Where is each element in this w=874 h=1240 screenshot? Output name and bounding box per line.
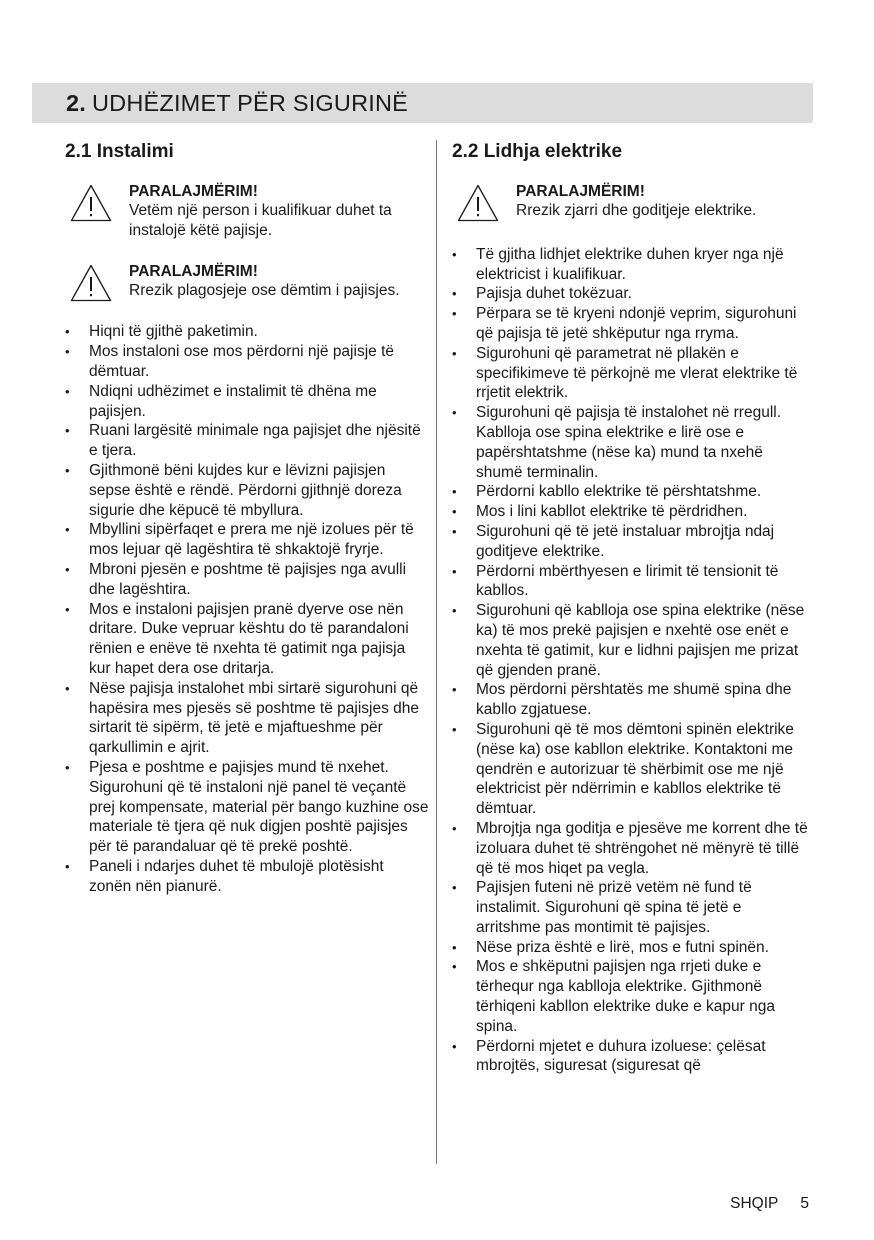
bullet-icon: • <box>452 1038 457 1054</box>
warning-box <box>452 182 810 221</box>
list-item-text: Të gjitha lidhjet elektrike duhen kryer nga një elektricist i kualifikuar. <box>476 245 784 283</box>
list-item-text: Pajisjen futeni në prizë vetëm në fund të instalimit. Sigurohuni që spina të jetë e arritshme pas montimit të pajisjes. <box>476 879 752 936</box>
list-item-text: Pajisja duhet tokëzuar. <box>476 285 632 303</box>
bullet-icon: • <box>452 345 457 361</box>
bullet-icon: • <box>452 286 457 302</box>
warning-title: PARALAJMËRIM! <box>516 183 645 200</box>
bullet-icon: • <box>65 680 70 696</box>
list-item-text: Përpara se të kryeni ndonjë veprim, sigurohuni që pajisja të jetë shkëputur nga rryma. <box>476 305 797 342</box>
list-item-text: Nëse pajisja instalohet mbi sirtarë sigurohuni që hapësira mes pjesës së poshtme të pajisjes dhe sirtarit të sipërm, të jetë e mjaftueshme për qarkullimin e ajrit. <box>89 679 419 757</box>
column-divider <box>436 140 437 1164</box>
list-item-text: Mbroni pjesën e poshtme të pajisjes nga avulli dhe lagështira. <box>89 560 407 598</box>
list-item-text: Mos përdorni përshtatës me shumë spina dhe kabllo zgjatuese. <box>476 681 792 719</box>
list-item-text: Mos i lini kabllot elektrike të përdridhen. <box>476 503 748 521</box>
warning-triangle-icon <box>457 184 499 222</box>
subsection-title-electrical: 2.2 Lidhja elektrike <box>452 141 623 162</box>
list-item <box>65 322 430 342</box>
list-item <box>452 680 810 720</box>
list-item <box>452 1037 810 1077</box>
list-item <box>65 600 430 679</box>
electrical-bullet-list <box>452 245 810 1076</box>
list-item <box>452 562 810 602</box>
list-item-text: Ndiqni udhëzimet e instalimit të dhëna me pajisjen. <box>89 382 377 420</box>
list-item-text: Gjithmonë bëni kujdes kur e lëvizni pajisjen sepse është e rëndë. Përdorni gjithnjë doreza sigurie dhe këpucë të mbyllura. <box>89 461 402 519</box>
list-item-text: Mbrojtja nga goditja e pjesëve me korrent dhe të izoluara duhet të shtrëngohet në mënyrë të tillë që të mos hiqet pa vegla. <box>476 819 808 877</box>
list-item <box>452 720 810 819</box>
warning-text: Vetëm një person i kualifikuar duhet ta instalojë këtë pajisje. <box>129 202 392 239</box>
warning-triangle-icon <box>70 264 112 302</box>
bullet-icon: • <box>452 721 457 737</box>
bullet-icon: • <box>452 484 457 500</box>
list-item <box>65 421 430 461</box>
page-number: 5 <box>800 1195 809 1212</box>
list-item <box>452 878 810 937</box>
list-item <box>65 382 430 422</box>
list-item <box>65 560 430 600</box>
bullet-icon: • <box>452 563 457 579</box>
bullet-icon: • <box>452 880 457 896</box>
installation-bullet-list <box>65 322 430 896</box>
list-item-text: Pjesa e poshtme e pajisjes mund të nxehet. Sigurohuni që të instaloni një panel të veçantë prej kompensate, material për bango kuzhine ose materiale të tjera që nuk digjen poshtë pajisjes për të parandaluar që të prekë poshtë. <box>89 758 429 856</box>
list-item-text: Sigurohuni që të jetë instaluar mbrojtja ndaj goditjeve elektrike. <box>476 522 775 560</box>
page-footer <box>730 1195 809 1213</box>
list-item-text: Nëse priza është e lirë, mos e futni spinën. <box>476 938 769 956</box>
bullet-icon: • <box>65 522 70 538</box>
list-item-text: Paneli i ndarjes duhet të mbulojë plotësisht zonën nën pianurë. <box>89 857 384 895</box>
list-item <box>452 482 810 502</box>
list-item <box>65 342 430 382</box>
list-item-text: Mos e shkëputni pajisjen nga rrjeti duke e tërhequr nga kablloja elektrike. Gjithmonë tërhiqeni kabllon elektrike duke e kapur nga spina. <box>476 958 775 1035</box>
bullet-icon: • <box>452 682 457 698</box>
list-item-text: Mbyllini sipërfaqet e prera me një izolues për të mos lejuar që lagështira të shkaktojë fryrje. <box>89 521 414 559</box>
bullet-icon: • <box>65 383 70 399</box>
bullet-icon: • <box>452 959 457 975</box>
list-item-text: Sigurohuni që kablloja ose spina elektrike (nëse ka) të mos prekë pajisjen e nxehtë ose enët e nxehta të gatimit, kur e lidhni pajisjen me prizat që gjenden pranë. <box>476 602 805 679</box>
bullet-icon: • <box>452 246 457 262</box>
section-title: UDHËZIMET PËR SIGURINË <box>92 89 409 116</box>
list-item-text: Sigurohuni që parametrat në pllakën e specifikimeve të përkojnë me vlerat elektrike të rrjetit elektrik. <box>476 344 798 402</box>
column-electrical <box>452 140 810 1076</box>
bullet-icon: • <box>452 306 457 322</box>
list-item-text: Përdorni mjetet e duhura izoluese: çelësat mbrojtës, siguresat (siguresat që <box>476 1037 766 1075</box>
bullet-icon: • <box>452 939 457 955</box>
list-item <box>65 758 430 857</box>
bullet-icon: • <box>65 858 70 874</box>
column-installation <box>65 140 430 897</box>
footer-language: SHQIP <box>730 1195 779 1212</box>
warning-title: PARALAJMËRIM! <box>129 183 258 200</box>
warning-triangle-icon <box>70 184 112 222</box>
list-item <box>452 403 810 482</box>
bullet-icon: • <box>65 423 70 439</box>
warning-list <box>452 182 810 221</box>
list-item-text: Mos instaloni ose mos përdorni një pajisje të dëmtuar. <box>89 343 394 380</box>
warning-box <box>65 182 430 241</box>
bullet-icon: • <box>452 603 457 619</box>
list-item-text: Hiqni të gjithë paketimin. <box>89 323 258 341</box>
list-item <box>452 957 810 1036</box>
bullet-icon: • <box>65 462 70 478</box>
section-header <box>32 83 813 123</box>
list-item <box>452 522 810 562</box>
list-item <box>452 245 810 285</box>
bullet-icon: • <box>65 601 70 617</box>
warning-text: Rrezik zjarri dhe goditjeje elektrike. <box>516 202 757 219</box>
list-item <box>452 601 810 680</box>
warning-text: Rrezik plagosjeje ose dëmtim i pajisjes. <box>129 281 400 299</box>
list-item-text: Sigurohuni që të mos dëmtoni spinën elektrike (nëse ka) ose kabllon elektrike. Kontaktoni me qendrën e autorizuar të shërbimit ose me një elektricist për ndërrimin e kabllos elektrike të dëmtuar. <box>476 720 794 818</box>
list-item <box>65 679 430 758</box>
bullet-icon: • <box>452 820 457 836</box>
list-item <box>452 284 810 304</box>
list-item <box>452 938 810 958</box>
bullet-icon: • <box>65 324 70 340</box>
list-item-text: Mos e instaloni pajisjen pranë dyerve ose nën dritare. Duke vepruar kështu do të parandaloni rënien e enëve të nxehta të gatimit nga pajisja kur hapet dera ose dritarja. <box>89 600 409 677</box>
bullet-icon: • <box>65 561 70 577</box>
list-item-text: Përdorni kabllo elektrike të përshtatshme. <box>476 483 762 501</box>
section-number: 2. <box>66 89 86 116</box>
list-item <box>452 304 810 344</box>
warning-title: PARALAJMËRIM! <box>129 262 258 280</box>
list-item <box>452 502 810 522</box>
list-item <box>65 520 430 560</box>
bullet-icon: • <box>452 523 457 539</box>
list-item <box>452 819 810 878</box>
bullet-icon: • <box>65 759 70 775</box>
list-item-text: Ruani largësitë minimale nga pajisjet dhe njësitë e tjera. <box>89 422 421 460</box>
bullet-icon: • <box>452 504 457 520</box>
list-item <box>452 344 810 403</box>
list-item-text: Përdorni mbërthyesen e lirimit të tensionit të kabllos. <box>476 562 779 600</box>
list-item <box>65 461 430 520</box>
subsection-title-installation: 2.1 Instalimi <box>65 141 174 162</box>
bullet-icon: • <box>452 405 457 421</box>
list-item-text: Sigurohuni që pajisja të instalohet në rregull. Kablloja ose spina elektrike e lirë ose e papërshtatshme (nëse ka) mund ta nxehë shumë terminalin. <box>476 404 782 481</box>
list-item <box>65 857 430 897</box>
warning-list <box>65 182 430 300</box>
bullet-icon: • <box>65 344 70 360</box>
warning-box <box>65 262 430 301</box>
